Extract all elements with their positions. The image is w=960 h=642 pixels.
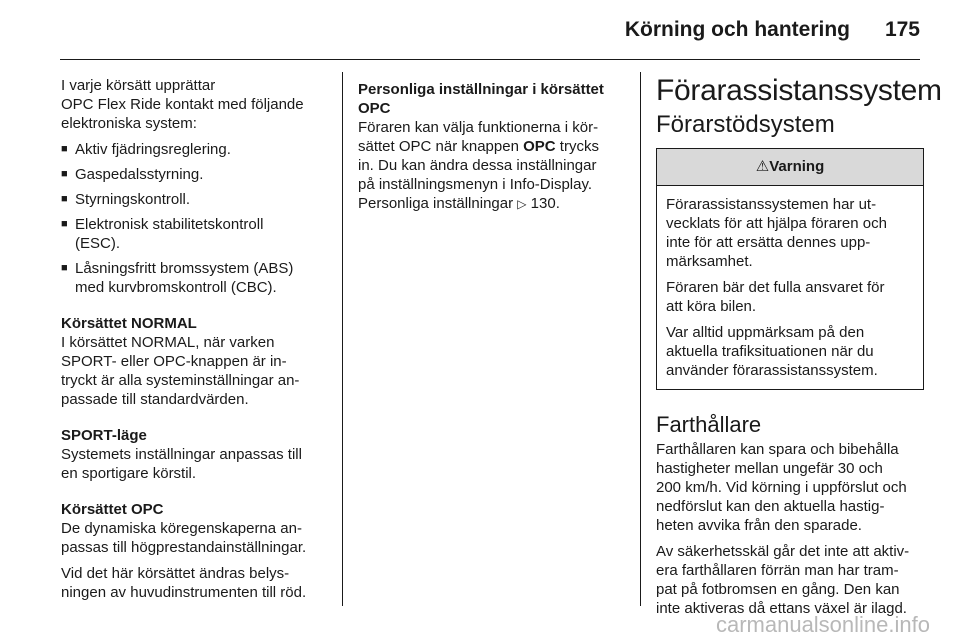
watermark: carmanualsonline.info	[715, 612, 930, 637]
cruise-control-text-2: Av säkerhetsskäl går det inte att aktiv- era farthållaren förrän man har tram- pat på fotbromsen en gång. Den kan inte aktiveras då ettans växel är ilagd.	[656, 543, 910, 617]
header-title: Körning och hantering	[624, 18, 850, 41]
page-reference: 130.	[526, 195, 560, 212]
intro-paragraph: I varje körsätt upprättar OPC Flex Ride kontakt med följande elektroniska system:	[61, 77, 304, 132]
subsection-heading: Förarstödsystem	[656, 111, 835, 138]
column-3	[656, 74, 942, 625]
list-item: ■ Elektronisk stabilitetskontroll (ESC).	[61, 215, 329, 253]
normal-mode-text: I körsättet NORMAL, när varken SPORT- eller OPC-knappen är in- tryckt är alla systeminställningar an- passade till standardvärden.	[61, 334, 300, 408]
warning-box	[656, 148, 924, 390]
sport-mode-text: Systemets inställningar anpassas till en sportigare körstil.	[61, 446, 302, 482]
cruise-control-text: Farthållaren kan spara och bibehålla hastigheter mellan ungefär 30 och 200 km/h. Vid körning i uppförslut och nedförslut kan den aktuella hastig- heten avvika från den sparade.	[656, 441, 907, 534]
opc-mode-text-2: Vid det här körsättet ändras belys- ningen av huvudinstrumenten till röd.	[61, 565, 307, 601]
page-reference-arrow-icon: ▷	[517, 197, 527, 211]
warning-paragraph: Var alltid uppmärksam på den aktuella trafiksituationen när du använder förarassistanssystem.	[666, 324, 878, 379]
personal-settings-heading: Personliga inställningar i körsättet OPC	[358, 81, 604, 117]
sport-mode-heading: SPORT-läge	[61, 427, 147, 444]
column-2	[358, 80, 630, 221]
opc-button-label: OPC	[523, 138, 556, 155]
column-1	[61, 76, 329, 609]
normal-mode-heading: Körsättet NORMAL	[61, 315, 197, 332]
warning-header	[657, 149, 923, 186]
list-item: ■ Låsningsfritt bromssystem (ABS) med kurvbromskontroll (CBC).	[61, 259, 329, 297]
header-rule	[60, 59, 920, 60]
page-number: 175	[884, 18, 920, 41]
column-divider	[640, 72, 641, 606]
systems-list	[61, 140, 329, 297]
list-item: ■ Styrningskontroll.	[61, 190, 329, 209]
personal-settings-text	[358, 118, 630, 214]
cruise-control-heading: Farthållare	[656, 412, 762, 437]
warning-paragraph: Föraren bär det fulla ansvaret för att köra bilen.	[666, 279, 885, 315]
warning-icon: ⚠	[755, 158, 770, 175]
warning-paragraph: Förarassistanssystemen har ut- vecklats för att hjälpa föraren och inte för att ersätta dennes upp- märksamhet.	[666, 196, 887, 270]
list-item: ■ Gaspedalsstyrning.	[61, 165, 329, 184]
text-fragment: trycks in. Du kan ändra dessa inställningar på inställningsmenyn i	[358, 138, 599, 193]
warning-body	[657, 186, 923, 389]
info-display-label: Info-Display	[509, 176, 588, 193]
text-fragment: . Personliga inställningar	[358, 176, 593, 212]
warning-title: Varning	[769, 158, 825, 175]
text-fragment: Föraren kan välja funktionerna i kör- sättet OPC när knappen	[358, 119, 599, 155]
section-heading: Förarassistanssystem	[656, 74, 942, 107]
list-item: ■ Aktiv fjädringsreglering.	[61, 140, 329, 159]
opc-mode-text: De dynamiska köregenskaperna an- passas till högprestandainställningar.	[61, 520, 307, 556]
page-header	[60, 0, 920, 62]
column-divider	[342, 72, 343, 606]
opc-mode-heading: Körsättet OPC	[61, 501, 164, 518]
